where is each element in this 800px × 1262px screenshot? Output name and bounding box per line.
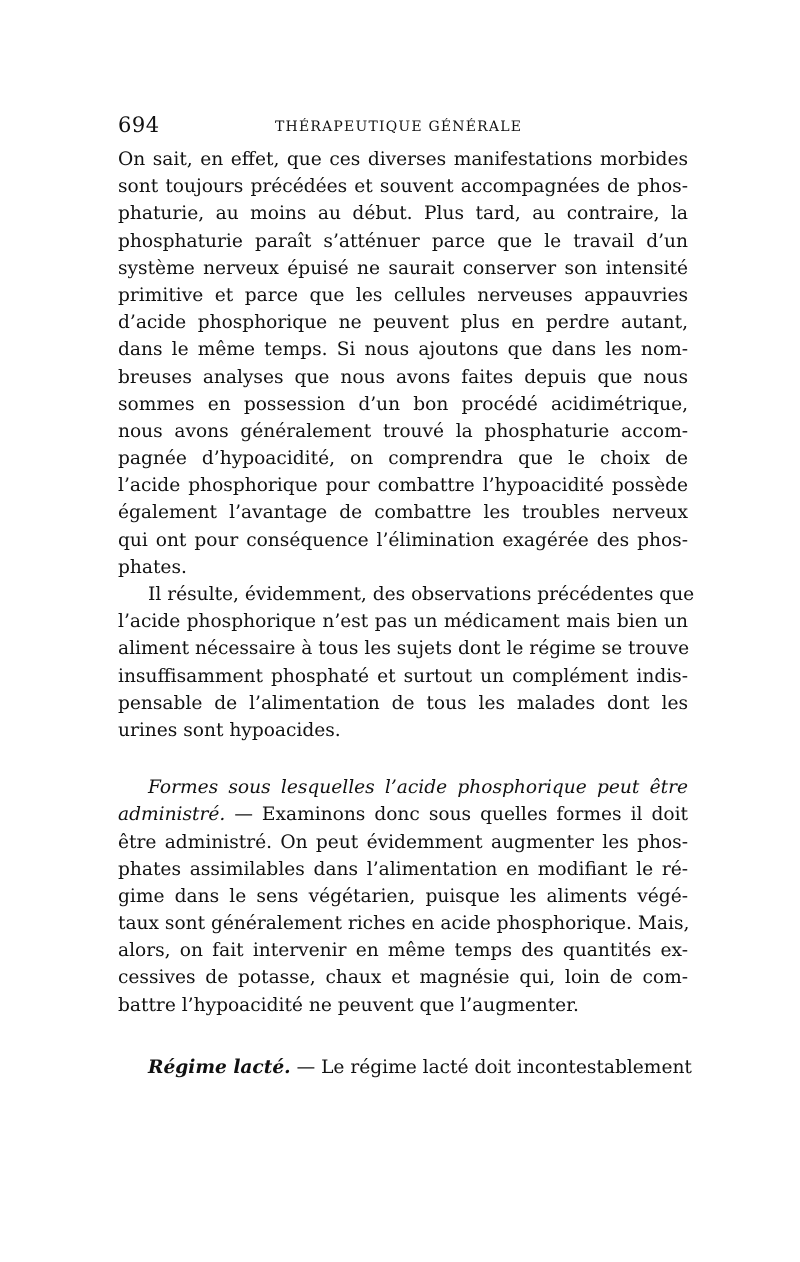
text-line: pensable de l’alimentation de tous les malades dont les bbox=[118, 692, 688, 714]
section-heading: Formes sous lesquelles l’acide phosphorique peut être bbox=[148, 777, 688, 799]
running-head bbox=[118, 113, 688, 143]
text-line: être administré. On peut évidemment augmenter les phos- bbox=[118, 831, 688, 853]
text-line: dans le même temps. Si nous ajoutons que dans les nom- bbox=[118, 339, 688, 361]
text-line: primitive et parce que les cellules nerveuses appauvries bbox=[118, 284, 688, 306]
paragraph-2 bbox=[118, 581, 695, 744]
text-line: insuffisamment phosphaté et surtout un complément indis- bbox=[118, 665, 688, 687]
text-line: d’acide phosphorique ne peuvent plus en perdre autant, bbox=[118, 312, 688, 334]
text-line: cessives de potasse, chaux et magnésie qui, loin de com- bbox=[118, 967, 688, 989]
text-line: l’acide phosphorique n’est pas un médicament mais bien un bbox=[118, 611, 688, 633]
section-heading-end: administré. bbox=[118, 804, 226, 826]
text-line: On sait, en effet, que ces diverses manifestations morbides bbox=[118, 149, 688, 170]
text-line: qui ont pour conséquence l’élimination exagérée des phos- bbox=[118, 529, 688, 551]
text-line: battre l’hypoacidité ne peuvent que l’augmenter. bbox=[118, 994, 579, 1016]
text-line: également l’avantage de combattre les troubles nerveux bbox=[118, 502, 688, 524]
text-line: aliment nécessaire à tous les sujets dont le régime se trouve bbox=[118, 638, 690, 660]
text-line: phates assimilables dans l’alimentation en modifiant le ré- bbox=[118, 858, 688, 880]
text-line: phates. bbox=[118, 556, 187, 578]
text-line: gime dans le sens végétarien, puisque les aliments végé- bbox=[118, 885, 688, 907]
section-gap bbox=[118, 1019, 688, 1054]
text-line: pagnée d’hypoacidité, on comprendra que le choix de bbox=[118, 448, 688, 470]
text-line: l’acide phosphorique pour combattre l’hypoacidité possède bbox=[118, 475, 688, 497]
text-line: nous avons généralement trouvé la phosphaturie accom- bbox=[118, 420, 688, 442]
text-line: phosphaturie paraît s’atténuer parce que le travail d’un bbox=[118, 230, 688, 252]
text-line: taux sont généralement riches en acide phosphorique. Mais, bbox=[118, 913, 690, 935]
text-line: alors, on fait intervenir en même temps des quantités ex- bbox=[118, 940, 688, 962]
text-block bbox=[118, 146, 695, 1081]
section-heading: Régime lacté. bbox=[148, 1056, 291, 1078]
text-line: breuses analyses que nous avons faites depuis que nous bbox=[118, 366, 688, 388]
text-line bbox=[118, 1054, 692, 1081]
text-run: — Le régime lacté doit incontestablement bbox=[290, 1056, 692, 1078]
text-line: phaturie, au moins au début. Plus tard, au contraire, la bbox=[118, 203, 688, 225]
text-line: système nerveux épuisé ne saurait conserver son intensité bbox=[118, 257, 688, 279]
text-line: sommes en possession d’un bon procédé acidimétrique, bbox=[118, 393, 688, 415]
text-line: sont toujours précédées et souvent accompagnées de phos- bbox=[118, 176, 688, 198]
section-gap bbox=[118, 744, 688, 774]
text-line bbox=[118, 801, 688, 828]
paragraph-1 bbox=[118, 146, 688, 581]
text-run: — Examinons donc sous quelles formes il doit bbox=[225, 804, 688, 826]
text-line: urines sont hypoacides. bbox=[118, 719, 341, 741]
text-line: Il résulte, évidemment, des observations précédentes que bbox=[148, 584, 695, 605]
paragraph-4 bbox=[118, 1054, 692, 1081]
paragraph-3 bbox=[118, 774, 688, 1019]
page-number: 694 bbox=[118, 113, 160, 137]
running-title: THÉRAPEUTIQUE GÉNÉRALE bbox=[275, 119, 523, 135]
